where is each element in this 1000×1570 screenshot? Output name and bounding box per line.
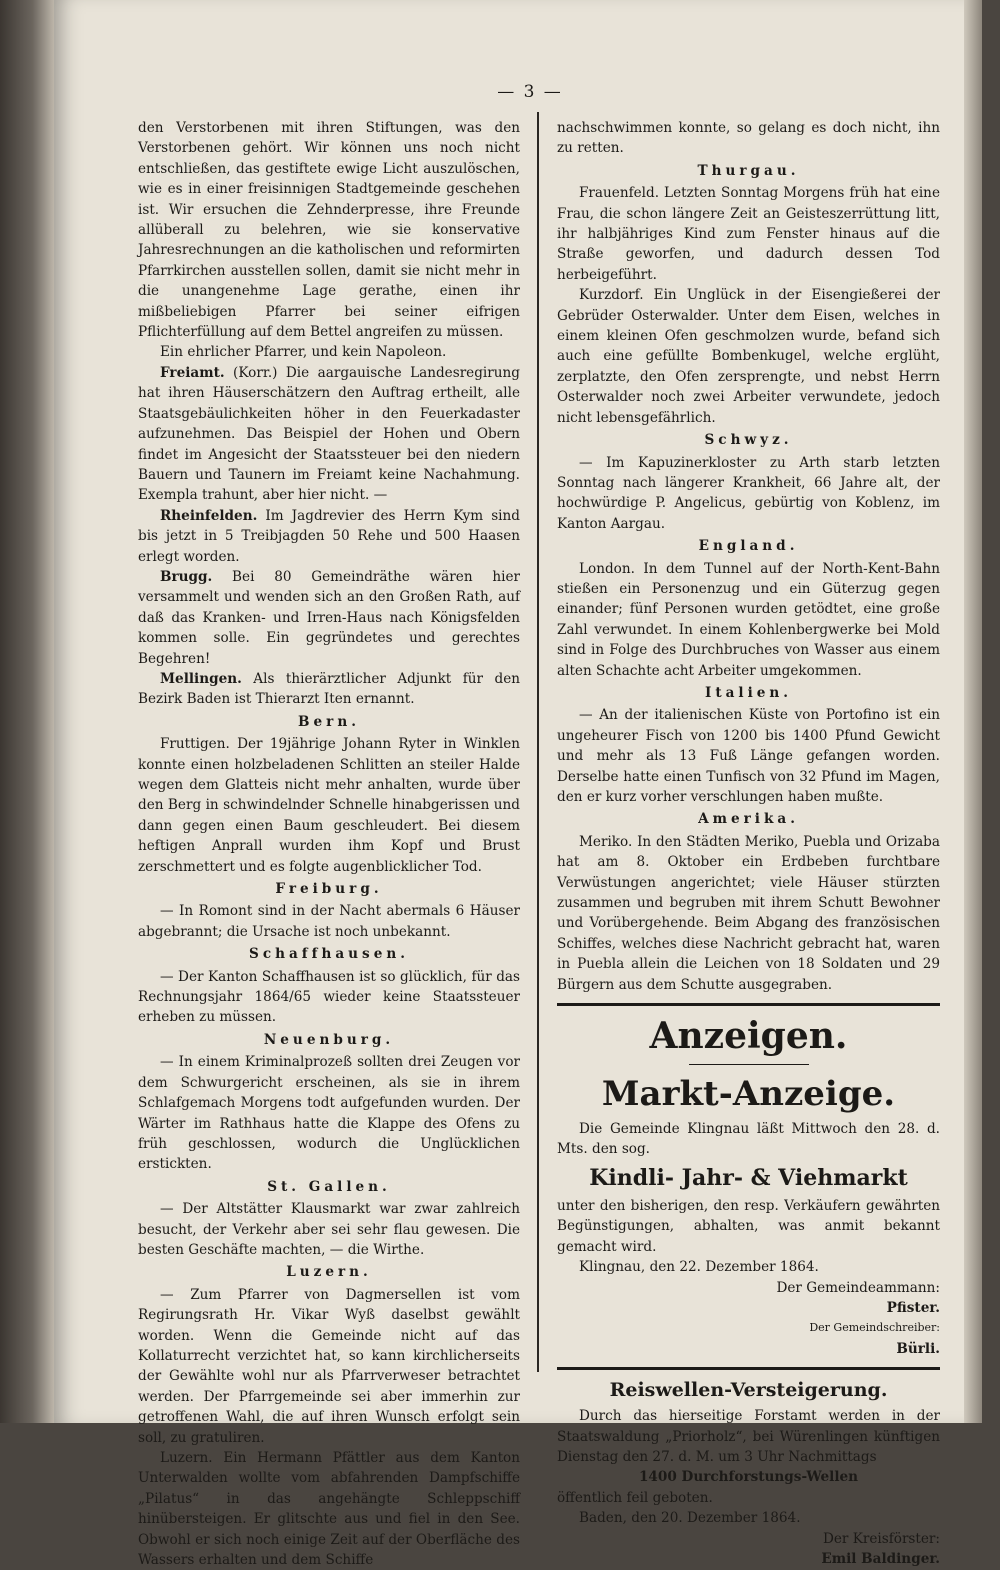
ad-signature-name: Pfister. bbox=[886, 1299, 940, 1316]
ad-signature-label: Der Gemeindschreiber: bbox=[809, 1321, 940, 1335]
left-column bbox=[138, 118, 520, 1570]
article-text: — Der Kanton Schaffhausen ist so glücklich, für das Rechnungsjahr 1864/65 wieder keine Staatssteuer erheben zu müssen. bbox=[138, 968, 520, 1026]
section-heading-bern: Bern. bbox=[298, 713, 360, 730]
article-text: — Der Altstätter Klausmarkt war zwar zahlreich besucht, der Verkehr aber sei sehr flau gewesen. Die besten Geschäfte machten, — die Wirthe. bbox=[138, 1201, 520, 1258]
article-text: Fruttigen. Der 19jährige Johann Ryter in Winklen konnte einen holzbeladenen Schlitten an steiler Halde wegen dem Glatteis nicht mehr anhalten, wurde über den Berg in schwindelnder Schnelle hinabgerissen und dann gegen einen Baum geschleudert. Bei diesem heftigen Anprall wurden ihm Kopf und Brust zerschmettert und es folgte augenblicklicher Tod. bbox=[138, 736, 520, 875]
section-heading-england: England. bbox=[698, 538, 799, 555]
place-name: Brugg. bbox=[160, 568, 213, 585]
article-text: Meriko. In den Städten Meriko, Puebla und Orizaba hat am 8. Oktober ein Erdbeben furchtbare Verwüstungen angerichtet; viele Häuser stürzten zusammen und begruben mit ihrem Schutt Bewohner und Vorübergehende. Beim Abgang des französischen Schiffes, welches diese Nachricht gebracht hat, waren in Puebla allein die Leichen von 18 Soldaten und 29 Bürgern aus dem Schutte ausgegraben. bbox=[557, 833, 940, 993]
article-text: — In Romont sind in der Nacht abermals 6 Häuser abgebrannt; die Ursache ist noch unbekannt. bbox=[138, 903, 520, 940]
article-text: (Korr.) Die aargauische Landesregirung hat ihren Häuserschätzern den Auftrag ertheilt, alle Staatsgebäulichkeiten höher in den Feuerkadaster aufzunehmen. Das Beispiel der Hohen und Obern findet im Angesicht der Staatssteuer bei den niedern Bauern und Taunern im Freiamt keine Nachahmung. Exempla trahunt, aber hier nicht. — bbox=[138, 364, 520, 504]
article-text: — Zum Pfarrer von Dagmersellen ist vom Regirungsrath Hr. Vikar Wyß daselbst gewählt worden. Wenn die Gemeinde nicht auf das Kollaturrecht verzichtet hat, so kann kirchlicherseits der Gewählte wohl nur als Pfarrverweser betrachtet werden. Der Pfarrgemeinde sei aber immerhin zur getroffenen Wahl, die auf ihren Wunsch erfolgt sein soll, zu gratuliren. bbox=[138, 1286, 520, 1446]
ads-title: Anzeigen. bbox=[649, 1015, 848, 1058]
page-number: — 3 — bbox=[497, 82, 563, 102]
article-rheinfelden bbox=[138, 506, 520, 567]
ad-market-title: Markt-Anzeige. bbox=[601, 1074, 896, 1115]
ad-rule bbox=[557, 1367, 940, 1370]
ad-signature-label: Der Gemeindeammann: bbox=[776, 1279, 940, 1296]
ad-signature-name: Emil Baldinger. bbox=[821, 1550, 940, 1567]
article-text: Luzern. Ein Hermann Pfättler aus dem Kanton Unterwalden wollte vom abfahrenden Dampfschiffe „Pilatus“ in das angehängte Schleppschiff hinübersteigen. Er glitschte aus und fiel in den See. Obwohl er sich noch einige Zeit auf der Oberfläche des Wassers erhalten und dem Schiffe bbox=[138, 1450, 520, 1569]
ad-date: Klingnau, den 22. Dezember 1864. bbox=[579, 1259, 819, 1276]
ad-date: Baden, den 20. Dezember 1864. bbox=[579, 1510, 801, 1527]
article-text: den Verstorbenen mit ihren Stiftungen, was den Verstorbenen gehört. Wir können uns noch nicht entschließen, das gestiftete ewige Licht auszulöschen, wie es in einer freisinnigen Stadtgemeinde geschehen ist. Wir ersuchen die Zehnderpresse, ihre Freunde allüberall zu belehren, wie sie konservative Jahresrechnungen an die katholischen und reformirten Pfarrkirchen ausstellen sollen, damit sie nicht mehr in die unangenehme Lage gerathe, einen ihr mißbeliebigen Pfarrer bei seiner eifrigen Pflichterfüllung auf dem Bettel angreifen zu müssen. bbox=[138, 120, 520, 341]
article-text: — An der italienischen Küste von Portofino ist ein ungeheurer Fisch von 1200 bis 1400 Pfund Gewicht und mehr als 13 Fuß Länge gefangen worden. Derselbe hatte einen Tunfisch von 32 Pfund im Magen, den er kurz vorher verschlungen haben mußte. bbox=[557, 707, 940, 805]
column-divider bbox=[537, 112, 539, 1372]
article-mellingen bbox=[138, 669, 520, 710]
divider bbox=[689, 1064, 809, 1065]
section-heading-freiburg: Freiburg. bbox=[275, 881, 383, 898]
article-text: Bei 80 Gemeindräthe wären hier versammelt und wenden sich an den Großen Rath, auf daß das Kranken- und Irren-Haus nach Königsfelden kommen solle. Ein gegründetes und gerechtes Begehren! bbox=[138, 568, 520, 667]
book-gutter bbox=[0, 0, 54, 1423]
section-heading-schwyz: Schwyz. bbox=[704, 432, 793, 449]
ad-text: unter den bisherigen, den resp. Verkäufern gewährten Begünstigungen, abhalten, was anmit bekannt gemacht wird. bbox=[557, 1197, 940, 1255]
page-edge bbox=[964, 0, 982, 1423]
article-text: Kurzdorf. Ein Unglück in der Eisengießerei der Gebrüder Osterwalder. Unter dem Eisen, welches in einem kleinen Ofen geschmolzen wurde, befand sich auch eine gefüllte Bombenkugel, welche erglüht, zerplatzte, den Ofen zersprengte, und nebst Herrn Osterwalder noch zwei Arbeiter verwundete, jedoch nicht lebensgefährlich. bbox=[557, 287, 940, 426]
article-text: London. In dem Tunnel auf der North-Kent-Bahn stießen ein Personenzug und ein Güterzug gegen einander; fünf Personen wurden getödtet, eine große Zahl verwundet. In einem Kohlenbergwerke bei Mold sind in Folge des Durchbruches von Wasser aus einem alten Schachte acht Arbeiter umgekommen. bbox=[557, 560, 940, 679]
section-heading-schaffhausen: Schaffhausen. bbox=[249, 946, 409, 963]
section-heading-neuenburg: Neuenburg. bbox=[263, 1031, 395, 1048]
ads-rule bbox=[557, 1003, 940, 1006]
article-text: Frauenfeld. Letzten Sonntag Morgens früh hat eine Frau, die schon längere Zeit an Geisteszerrüttung litt, ihr halbjähriges Kind zum Fenster hinaus auf die Straße geworfen, und dadurch dessen Tod herbeigeführt. bbox=[557, 185, 940, 283]
section-heading-luzern: Luzern. bbox=[286, 1264, 372, 1281]
article-brugg bbox=[138, 567, 520, 669]
section-heading-st-gallen: St. Gallen. bbox=[267, 1178, 391, 1195]
place-name: Mellingen. bbox=[160, 670, 242, 687]
place-name: Freiamt. bbox=[160, 364, 225, 381]
place-name: Rheinfelden. bbox=[160, 507, 258, 524]
ad-text: öffentlich feil geboten. bbox=[557, 1489, 713, 1506]
section-heading-italien: Italien. bbox=[704, 684, 793, 701]
section-heading-thurgau: Thurgau. bbox=[697, 162, 800, 179]
signature-line: Ein ehrlicher Pfarrer, und kein Napoleon. bbox=[160, 344, 447, 361]
article-text: — In einem Kriminalprozeß sollten drei Zeugen vor dem Schwurgericht erscheinen, als sie in ihrem Schlafgemach Morgens todt aufgefunden wurden. Der Wärter im Rathhaus hatte die Klappe des Ofens zu früh geschlossen, wodurch die Unglücklichen erstickten. bbox=[138, 1054, 520, 1173]
ad-text: Die Gemeinde Klingnau läßt Mittwoch den 28. d. Mts. den sog. bbox=[557, 1121, 940, 1158]
ad-signature-name: Bürli. bbox=[896, 1340, 940, 1357]
ad-market-subtitle: Kindli- Jahr- & Viehmarkt bbox=[589, 1164, 908, 1191]
article-text: — Im Kapuzinerkloster zu Arth starb letzten Sonntag nach längerer Krankheit, 66 Jahre alt, der hochwürdige P. Angelicus, gebürtig von Koblenz, im Kanton Aargau. bbox=[557, 454, 940, 532]
ad-auction-title: Reiswellen-Versteigerung. bbox=[609, 1379, 888, 1402]
ad-signature-label: Der Kreisförster: bbox=[822, 1530, 940, 1547]
section-heading-amerika: Amerika. bbox=[698, 811, 799, 828]
article-freiamt bbox=[138, 363, 520, 506]
article-text: Als thierärztlicher Adjunkt für den Bezirk Baden ist Thierarzt Iten ernannt. bbox=[138, 670, 520, 708]
ad-amount: 1400 Durchforstungs-Wellen bbox=[638, 1469, 859, 1486]
right-column bbox=[557, 118, 940, 1569]
article-text: nachschwimmen konnte, so gelang es doch nicht, ihn zu retten. bbox=[557, 120, 940, 157]
article-text: Im Jagdrevier des Herrn Kym sind bis jetzt in 5 Treibjagden 50 Rehe und 500 Haasen erlegt worden. bbox=[138, 507, 520, 565]
ad-text: Durch das hierseitige Forstamt werden in der Staatswaldung „Priorholz“, bei Würenlingen künftigen Dienstag den 27. d. M. um 3 Uhr Nachmittags bbox=[557, 1408, 940, 1465]
